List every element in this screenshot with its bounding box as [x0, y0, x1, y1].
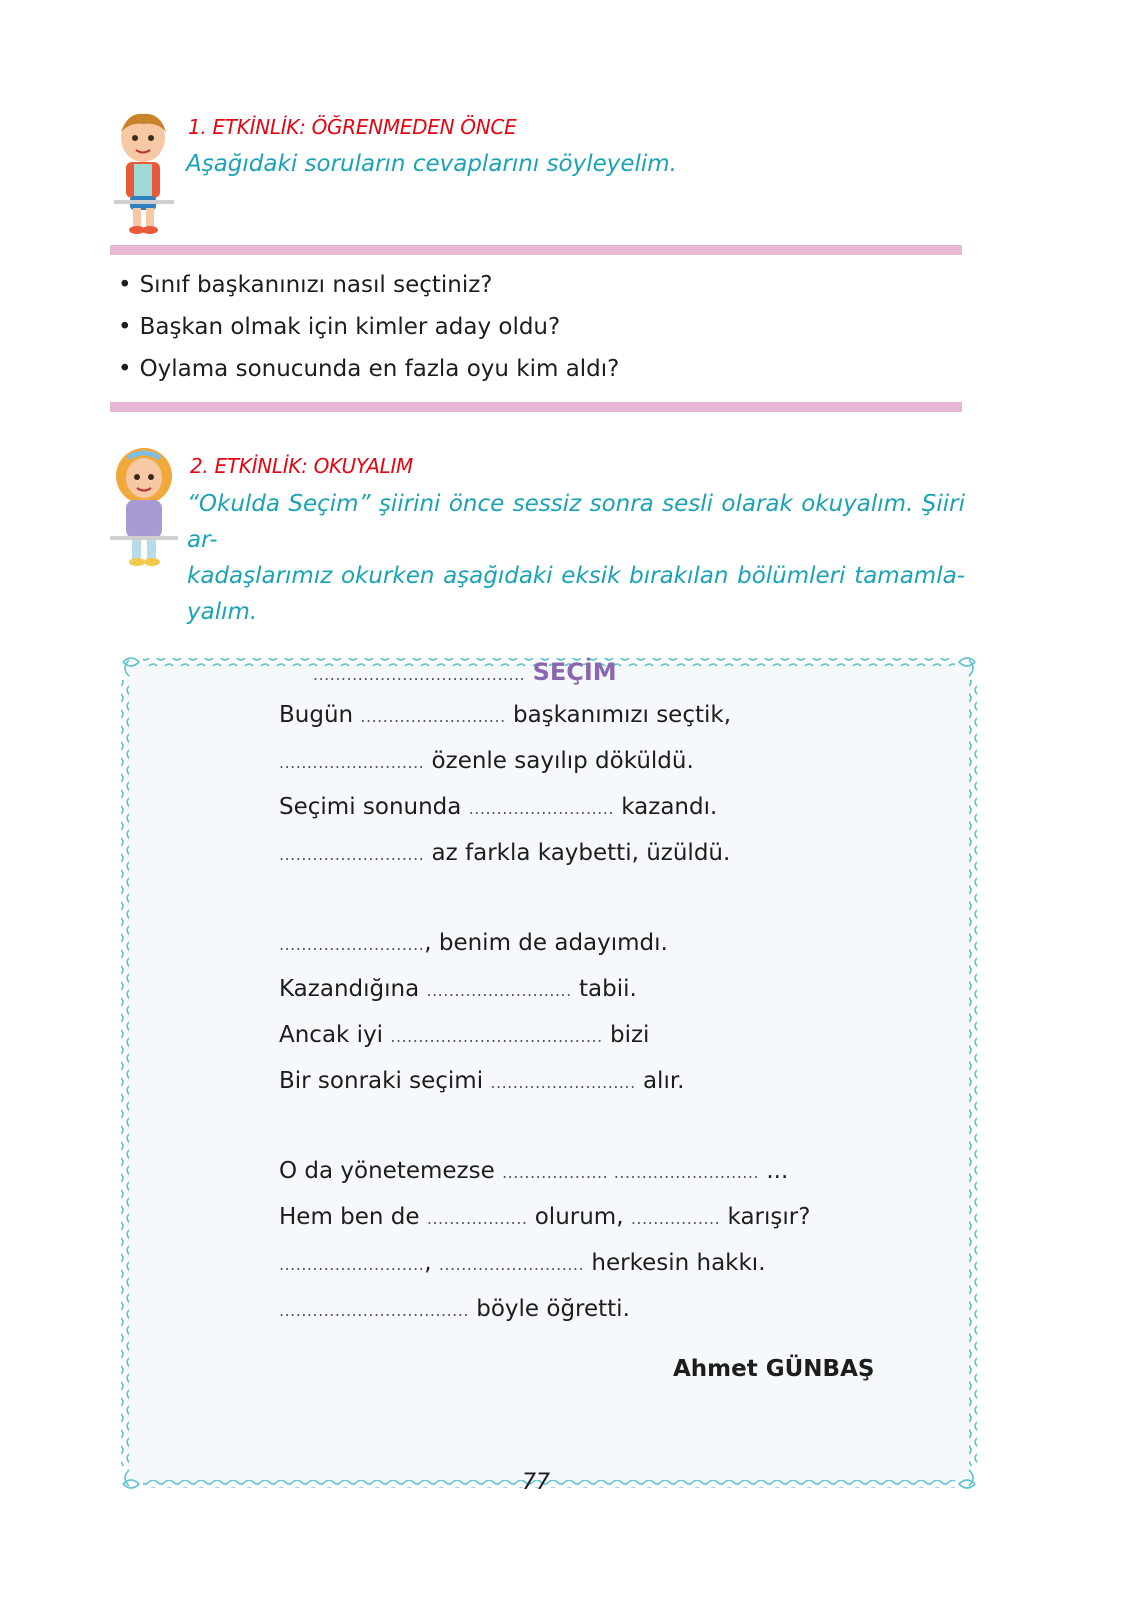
poem-line: O da yönetemezse ................... .......................... ...	[279, 1158, 789, 1184]
activity-1-instruction: Aşağıdaki soruların cevaplarını söyleyelim.	[186, 151, 677, 177]
poem-title: ...................................... SEÇİM	[313, 658, 617, 686]
boy-character-illustration	[108, 108, 178, 236]
poem-line: .......................... az farkla kaybetti, üzüldü.	[279, 840, 731, 866]
poem-line: Ancak iyi ...................................... bizi	[279, 1022, 650, 1048]
poem-line: .........................., benim de adayımdı.	[279, 930, 668, 956]
poem-line: Bugün .......................... başkanımızı seçtik,	[279, 702, 732, 728]
divider-top	[110, 245, 962, 255]
instruction-line: yalım.	[187, 599, 258, 625]
poem-line: .......................... özenle sayılıp döküldü.	[279, 748, 694, 774]
activity-2-instruction	[187, 486, 965, 630]
poem-line: .................................. böyle öğretti.	[279, 1296, 630, 1322]
question-item: • Sınıf başkanınızı nasıl seçtiniz?	[118, 272, 493, 298]
poem-line: Seçimi sonunda .......................... kazandı.	[279, 794, 718, 820]
activity-1-title: 1. ETKİNLİK: ÖĞRENMEDEN ÖNCE	[188, 115, 517, 139]
poem-body	[279, 702, 810, 1342]
poem-author: Ahmet GÜNBAŞ	[673, 1356, 875, 1382]
question-item: • Oylama sonucunda en fazla oyu kim aldı?	[118, 356, 620, 382]
poem-line: .........................., .......................... herkesin hakkı.	[279, 1250, 766, 1276]
activity-2-title: 2. ETKİNLİK: OKUYALIM	[190, 454, 414, 478]
poem-line: Hem ben de .................. olurum, ................ karışır?	[279, 1204, 811, 1230]
page-number: 77	[522, 1470, 550, 1495]
instruction-line: “Okulda Seçim” şiirini önce sessiz sonra sesli olarak okuyalım. Şiiri ar-	[187, 491, 965, 553]
poem-line: Kazandığına .......................... tabii.	[279, 976, 637, 1002]
question-list	[118, 268, 619, 394]
girl-character-illustration	[106, 444, 182, 572]
instruction-line: kadaşlarımız okurken aşağıdaki eksik bırakılan bölümleri tamamla-	[187, 563, 965, 589]
divider-bottom	[110, 402, 962, 412]
poem-line: Bir sonraki seçimi .......................... alır.	[279, 1068, 685, 1094]
question-item: • Başkan olmak için kimler aday oldu?	[118, 314, 561, 340]
